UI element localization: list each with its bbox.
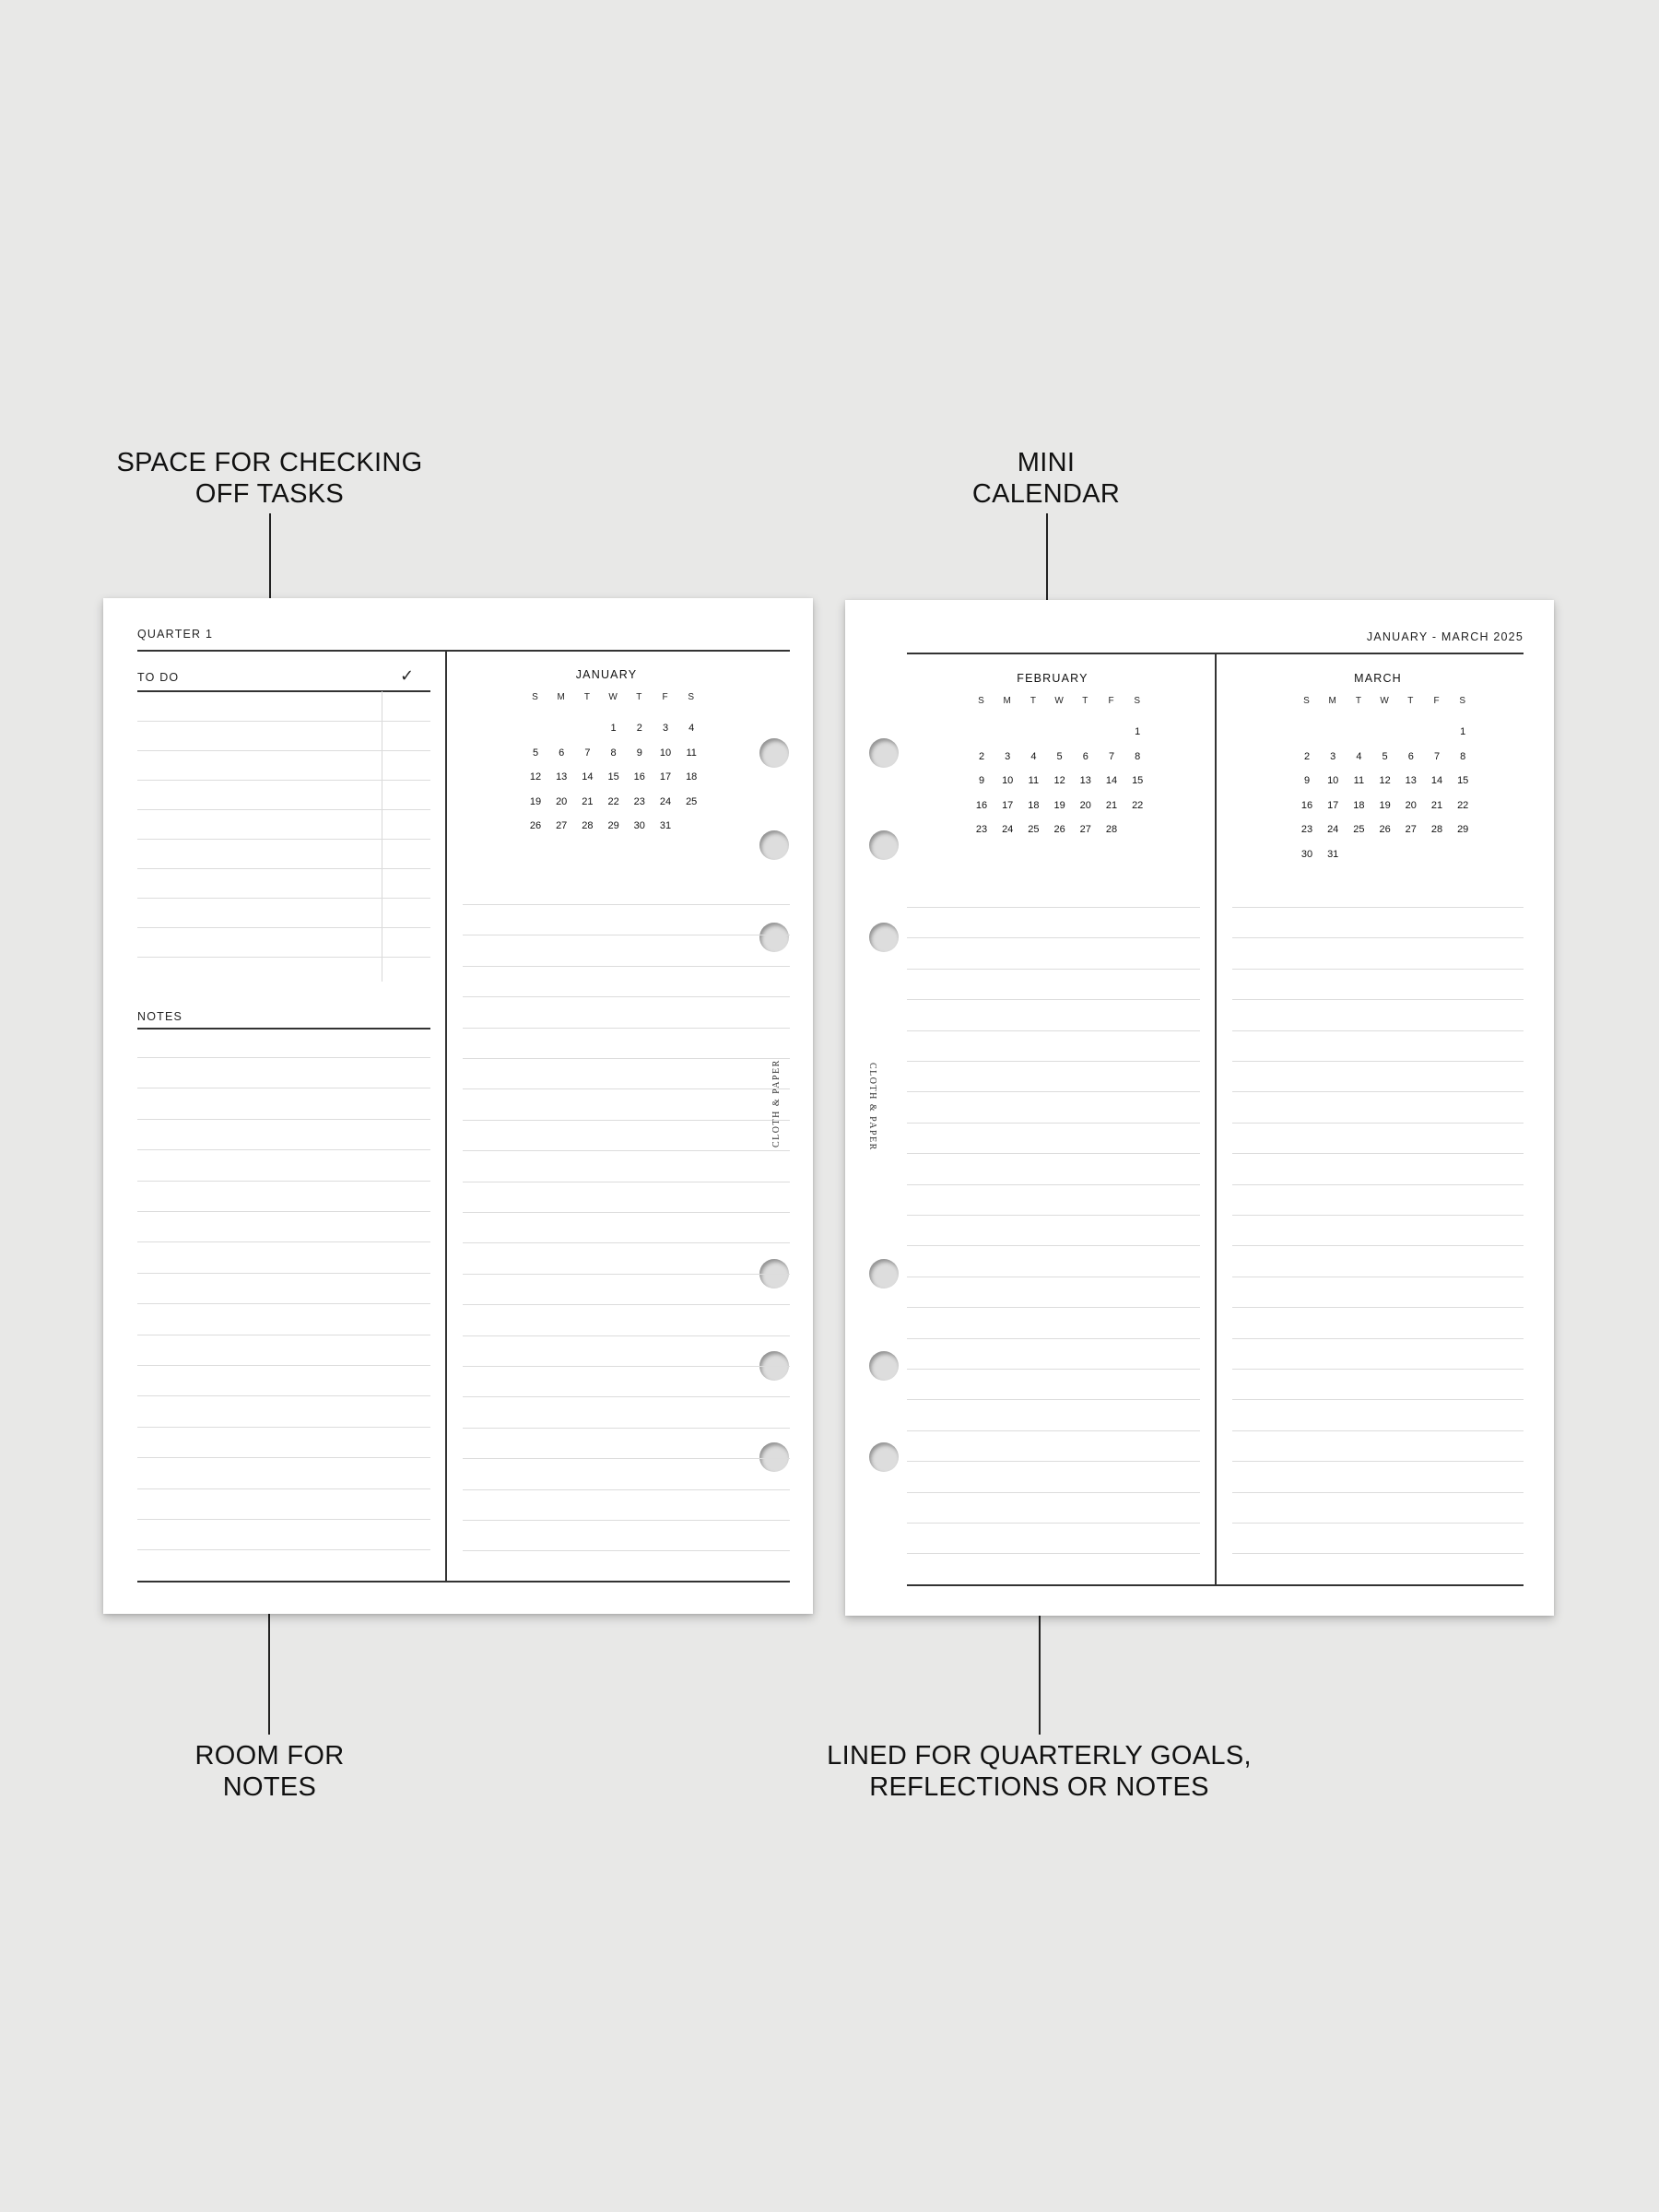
ruled-line (1232, 907, 1524, 908)
ruled-line (907, 1338, 1200, 1339)
brand-mark: CLOTH & PAPER (771, 1059, 782, 1147)
calendar-month-title: JANUARY (575, 668, 638, 681)
ruled-line (1232, 1492, 1524, 1493)
calendar-day: 3 (1005, 750, 1011, 762)
calendar-day: 6 (559, 747, 565, 759)
ruled-line (137, 1273, 430, 1274)
footer-rule (907, 1584, 1524, 1586)
calendar-day: 1 (1460, 726, 1466, 737)
ruled-line (463, 1274, 790, 1275)
ruled-line (1232, 999, 1524, 1000)
ruled-line (463, 966, 790, 967)
ruled-line (137, 927, 430, 928)
ring-hole (759, 738, 789, 768)
calendar-day: 2 (978, 750, 985, 762)
ruled-line (1232, 1553, 1524, 1554)
ruled-line (907, 1461, 1200, 1462)
calendar-weekday: S (978, 696, 985, 706)
calendar-day: 7 (584, 747, 591, 759)
ring-hole (869, 1351, 899, 1381)
ruled-line (463, 1120, 790, 1121)
ruled-line (463, 1366, 790, 1367)
calendar-day: 14 (1430, 775, 1443, 786)
ruled-line (1232, 1369, 1524, 1370)
ruled-line (463, 996, 790, 997)
calendar-day: 23 (1300, 824, 1313, 835)
calendar-day: 12 (1053, 775, 1065, 786)
ruled-line (1232, 1123, 1524, 1124)
calendar-day: 2 (1303, 750, 1311, 762)
ruled-line (463, 1150, 790, 1151)
calendar-weekday: F (1433, 696, 1441, 706)
calendar-day: 23 (633, 795, 645, 807)
calendar-day: 2 (636, 723, 642, 734)
ruled-line (463, 1396, 790, 1397)
callout-room-notes-line-1: ROOM FOR (194, 1741, 345, 1771)
calendar-day: 18 (1353, 799, 1365, 811)
ring-hole (869, 923, 899, 952)
callout-checking-line-1: SPACE FOR CHECKING (116, 448, 423, 477)
ruled-line (137, 1395, 430, 1396)
calendar-day: 31 (1327, 848, 1339, 860)
callout-room-notes (138, 1740, 401, 1803)
ruled-line (907, 1030, 1200, 1031)
ruled-line (907, 969, 1200, 970)
ruled-line (907, 1553, 1200, 1554)
ruled-line (907, 1245, 1200, 1246)
calendar-day: 15 (607, 771, 619, 782)
ruled-line (1232, 1061, 1524, 1062)
calendar-weekday: S (688, 692, 696, 702)
calendar-weekday: M (557, 692, 566, 702)
ruled-line (1232, 1215, 1524, 1216)
ruled-line (137, 957, 430, 958)
callout-room-notes-line-2: NOTES (222, 1772, 317, 1802)
calendar-weekday: M (1328, 696, 1337, 706)
ruled-line (137, 721, 430, 722)
calendar-day: 16 (633, 771, 645, 782)
ruled-line (137, 1488, 430, 1489)
ruled-line (1232, 1153, 1524, 1154)
calendar-day: 11 (1353, 775, 1365, 786)
ruled-line (1232, 1338, 1524, 1339)
calendar-day: 12 (529, 771, 542, 782)
calendar-day: 27 (1079, 824, 1091, 835)
calendar-day: 14 (1105, 775, 1118, 786)
ruled-line (1232, 1307, 1524, 1308)
calendar-day: 15 (1457, 775, 1469, 786)
callout-checking-line-2: OFF TASKS (194, 479, 345, 509)
calendar-day: 4 (688, 723, 695, 734)
ruled-line (907, 1307, 1200, 1308)
left-column-divider (445, 651, 447, 1582)
calendar-day: 30 (1300, 848, 1313, 860)
calendar-weekday: S (1303, 696, 1311, 706)
todo-label: TO DO (137, 671, 180, 684)
ruled-line (907, 1061, 1200, 1062)
calendar-day: 10 (659, 747, 672, 759)
ruled-line (137, 750, 430, 751)
calendar-day: 25 (1353, 824, 1365, 835)
calendar-march (1295, 672, 1469, 860)
calendar-day: 5 (1382, 750, 1388, 762)
ruled-line (907, 1399, 1200, 1400)
ruled-line (1232, 937, 1524, 938)
ring-hole (869, 738, 899, 768)
callout-mini-calendar-line-2: CALENDAR (971, 479, 1121, 509)
calendar-weekday: W (608, 692, 618, 702)
calendar-weekday: T (1082, 696, 1089, 706)
right-planner-page (845, 600, 1554, 1616)
calendar-day: 19 (1053, 799, 1065, 811)
ring-hole (869, 1442, 899, 1472)
calendar-weekday: T (1355, 696, 1362, 706)
calendar-february (970, 672, 1144, 856)
calendar-weekday: T (583, 692, 591, 702)
footer-rule (137, 1581, 790, 1583)
ruled-line (1232, 1030, 1524, 1031)
calendar-day: 13 (1405, 775, 1417, 786)
calendar-day: 25 (686, 795, 698, 807)
ruled-line (463, 1489, 790, 1490)
calendar-month-title: MARCH (1354, 672, 1402, 685)
calendar-day: 10 (1002, 775, 1014, 786)
ruled-line (463, 1428, 790, 1429)
ruled-line (137, 780, 430, 781)
ring-hole (759, 830, 789, 860)
ruled-line (907, 1369, 1200, 1370)
calendar-day: 12 (1379, 775, 1391, 786)
ruled-line (463, 1335, 790, 1336)
ruled-line (907, 1184, 1200, 1185)
calendar-day: 1 (1135, 726, 1141, 737)
ruled-line (907, 1215, 1200, 1216)
calendar-day: 25 (1028, 824, 1040, 835)
ruled-line (463, 1242, 790, 1243)
ruled-line (463, 1212, 790, 1213)
ruled-line (137, 1549, 430, 1550)
calendar-day: 17 (1327, 799, 1339, 811)
ruled-line (463, 1058, 790, 1059)
calendar-day: 3 (662, 723, 669, 734)
calendar-day: 9 (1303, 775, 1311, 786)
ring-hole (759, 923, 789, 952)
ring-hole (869, 830, 899, 860)
calendar-weekday: W (1380, 696, 1390, 706)
calendar-day: 24 (1327, 824, 1339, 835)
ruled-line (1232, 1245, 1524, 1246)
calendar-day: 8 (1135, 750, 1141, 762)
calendar-day: 28 (1105, 824, 1118, 835)
calendar-day: 19 (1379, 799, 1391, 811)
calendar-weekday: F (662, 692, 669, 702)
ruled-line (463, 1458, 790, 1459)
ruled-line (137, 1119, 430, 1120)
calendar-weekday: T (636, 692, 643, 702)
calendar-weekday: T (1030, 696, 1037, 706)
calendar-weekday: M (1003, 696, 1012, 706)
calendar-day: 23 (975, 824, 988, 835)
quarter-label: QUARTER 1 (137, 628, 214, 641)
calendar-day: 16 (1300, 799, 1313, 811)
ring-hole (759, 1442, 789, 1472)
calendar-day: 8 (610, 747, 617, 759)
calendar-day: 28 (1430, 824, 1443, 835)
calendar-day: 3 (1330, 750, 1336, 762)
calendar-day: 20 (1405, 799, 1417, 811)
calendar-day: 1 (610, 723, 617, 734)
calendar-day: 22 (607, 795, 619, 807)
calendar-day: 8 (1460, 750, 1466, 762)
calendar-day: 26 (1379, 824, 1391, 835)
calendar-day: 4 (1356, 750, 1362, 762)
calendar-day: 31 (659, 820, 672, 831)
ruled-line (137, 1519, 430, 1520)
ruled-line (907, 937, 1200, 938)
callout-lined (811, 1740, 1267, 1803)
calendar-day: 18 (1028, 799, 1040, 811)
calendar-day: 28 (582, 820, 594, 831)
ruled-line (1232, 1523, 1524, 1524)
ruled-line (137, 898, 430, 899)
ring-hole (869, 1259, 899, 1288)
calendar-day: 26 (529, 820, 542, 831)
ruled-line (137, 1241, 430, 1242)
calendar-day: 13 (556, 771, 568, 782)
ruled-line (137, 1181, 430, 1182)
ruled-line (907, 1430, 1200, 1431)
ruled-line (137, 1211, 430, 1212)
calendar-day: 30 (633, 820, 645, 831)
ruled-line (907, 1153, 1200, 1154)
calendar-day: 10 (1327, 775, 1339, 786)
calendar-day: 5 (1056, 750, 1063, 762)
calendar-weekday: F (1108, 696, 1115, 706)
calendar-day: 22 (1132, 799, 1144, 811)
ruled-line (1232, 1091, 1524, 1092)
calendar-day: 24 (1002, 824, 1014, 835)
calendar-day: 19 (529, 795, 542, 807)
calendar-day: 11 (1028, 775, 1040, 786)
ruled-line (907, 1123, 1200, 1124)
calendar-month-title: FEBRUARY (1017, 672, 1088, 685)
calendar-day: 5 (532, 747, 539, 759)
callout-lined-line-2: REFLECTIONS OR NOTES (869, 1772, 1209, 1802)
calendar-day: 27 (556, 820, 568, 831)
ruled-line (137, 1303, 430, 1304)
right-column-divider (1215, 653, 1217, 1585)
calendar-day: 7 (1433, 750, 1441, 762)
ruled-line (907, 1091, 1200, 1092)
calendar-day: 15 (1132, 775, 1144, 786)
ruled-line (137, 1365, 430, 1366)
calendar-day: 6 (1407, 750, 1414, 762)
ruled-line (1232, 1399, 1524, 1400)
calendar-day: 16 (975, 799, 988, 811)
ruled-line (1232, 1461, 1524, 1462)
calendar-day: 9 (636, 747, 642, 759)
calendar-day: 4 (1030, 750, 1037, 762)
brand-mark: CLOTH & PAPER (867, 1063, 877, 1151)
ruled-line (1232, 1430, 1524, 1431)
calendar-day: 7 (1108, 750, 1115, 762)
ruled-line (137, 809, 430, 810)
ruled-line (907, 1492, 1200, 1493)
callout-checking (101, 447, 438, 510)
ruled-line (137, 1457, 430, 1458)
calendar-january (524, 668, 698, 834)
ruled-line (1232, 1184, 1524, 1185)
calendar-weekday: T (1407, 696, 1415, 706)
ruled-line (463, 904, 790, 905)
calendar-day: 21 (582, 795, 594, 807)
calendar-day: 29 (1457, 824, 1469, 835)
calendar-day: 13 (1079, 775, 1091, 786)
calendar-weekday: S (532, 692, 539, 702)
calendar-day: 27 (1405, 824, 1417, 835)
ruled-line (1232, 969, 1524, 970)
calendar-day: 20 (1079, 799, 1091, 811)
ruled-line (463, 1088, 790, 1089)
ruled-line (463, 1304, 790, 1305)
calendar-day: 21 (1105, 799, 1118, 811)
calendar-day: 11 (686, 747, 697, 759)
ruled-line (907, 999, 1200, 1000)
ruled-line (463, 1028, 790, 1029)
todo-rule (137, 690, 430, 692)
calendar-day: 14 (582, 771, 594, 782)
calendar-day: 17 (659, 771, 672, 782)
ruled-line (137, 1057, 430, 1058)
calendar-day: 24 (659, 795, 672, 807)
calendar-day: 18 (686, 771, 698, 782)
notes-rule (137, 1028, 430, 1030)
ruled-line (907, 907, 1200, 908)
ruled-line (137, 1427, 430, 1428)
calendar-day: 22 (1457, 799, 1469, 811)
calendar-weekday: S (1459, 696, 1467, 706)
calendar-day: 29 (607, 820, 619, 831)
ruled-line (463, 1520, 790, 1521)
ruled-line (137, 868, 430, 869)
calendar-day: 9 (978, 775, 985, 786)
calendar-day: 20 (556, 795, 568, 807)
left-planner-page (103, 598, 813, 1614)
calendar-day: 21 (1430, 799, 1443, 811)
header-rule (137, 650, 790, 652)
ruled-line (137, 1149, 430, 1150)
callout-lined-line-1: LINED FOR QUARTERLY GOALS, (827, 1741, 1252, 1771)
calendar-weekday: S (1134, 696, 1142, 706)
callout-mini-calendar (908, 447, 1184, 510)
notes-label: NOTES (137, 1010, 183, 1023)
check-icon: ✓ (400, 666, 415, 686)
calendar-weekday: W (1054, 696, 1065, 706)
calendar-day: 26 (1053, 824, 1065, 835)
calendar-day: 6 (1082, 750, 1088, 762)
calendar-day: 17 (1002, 799, 1014, 811)
ruled-line (463, 1550, 790, 1551)
ruled-line (137, 839, 430, 840)
callout-mini-calendar-line-1: MINI (1017, 448, 1076, 477)
ruled-line (907, 1523, 1200, 1524)
date-range-label: JANUARY - MARCH 2025 (1366, 630, 1524, 643)
